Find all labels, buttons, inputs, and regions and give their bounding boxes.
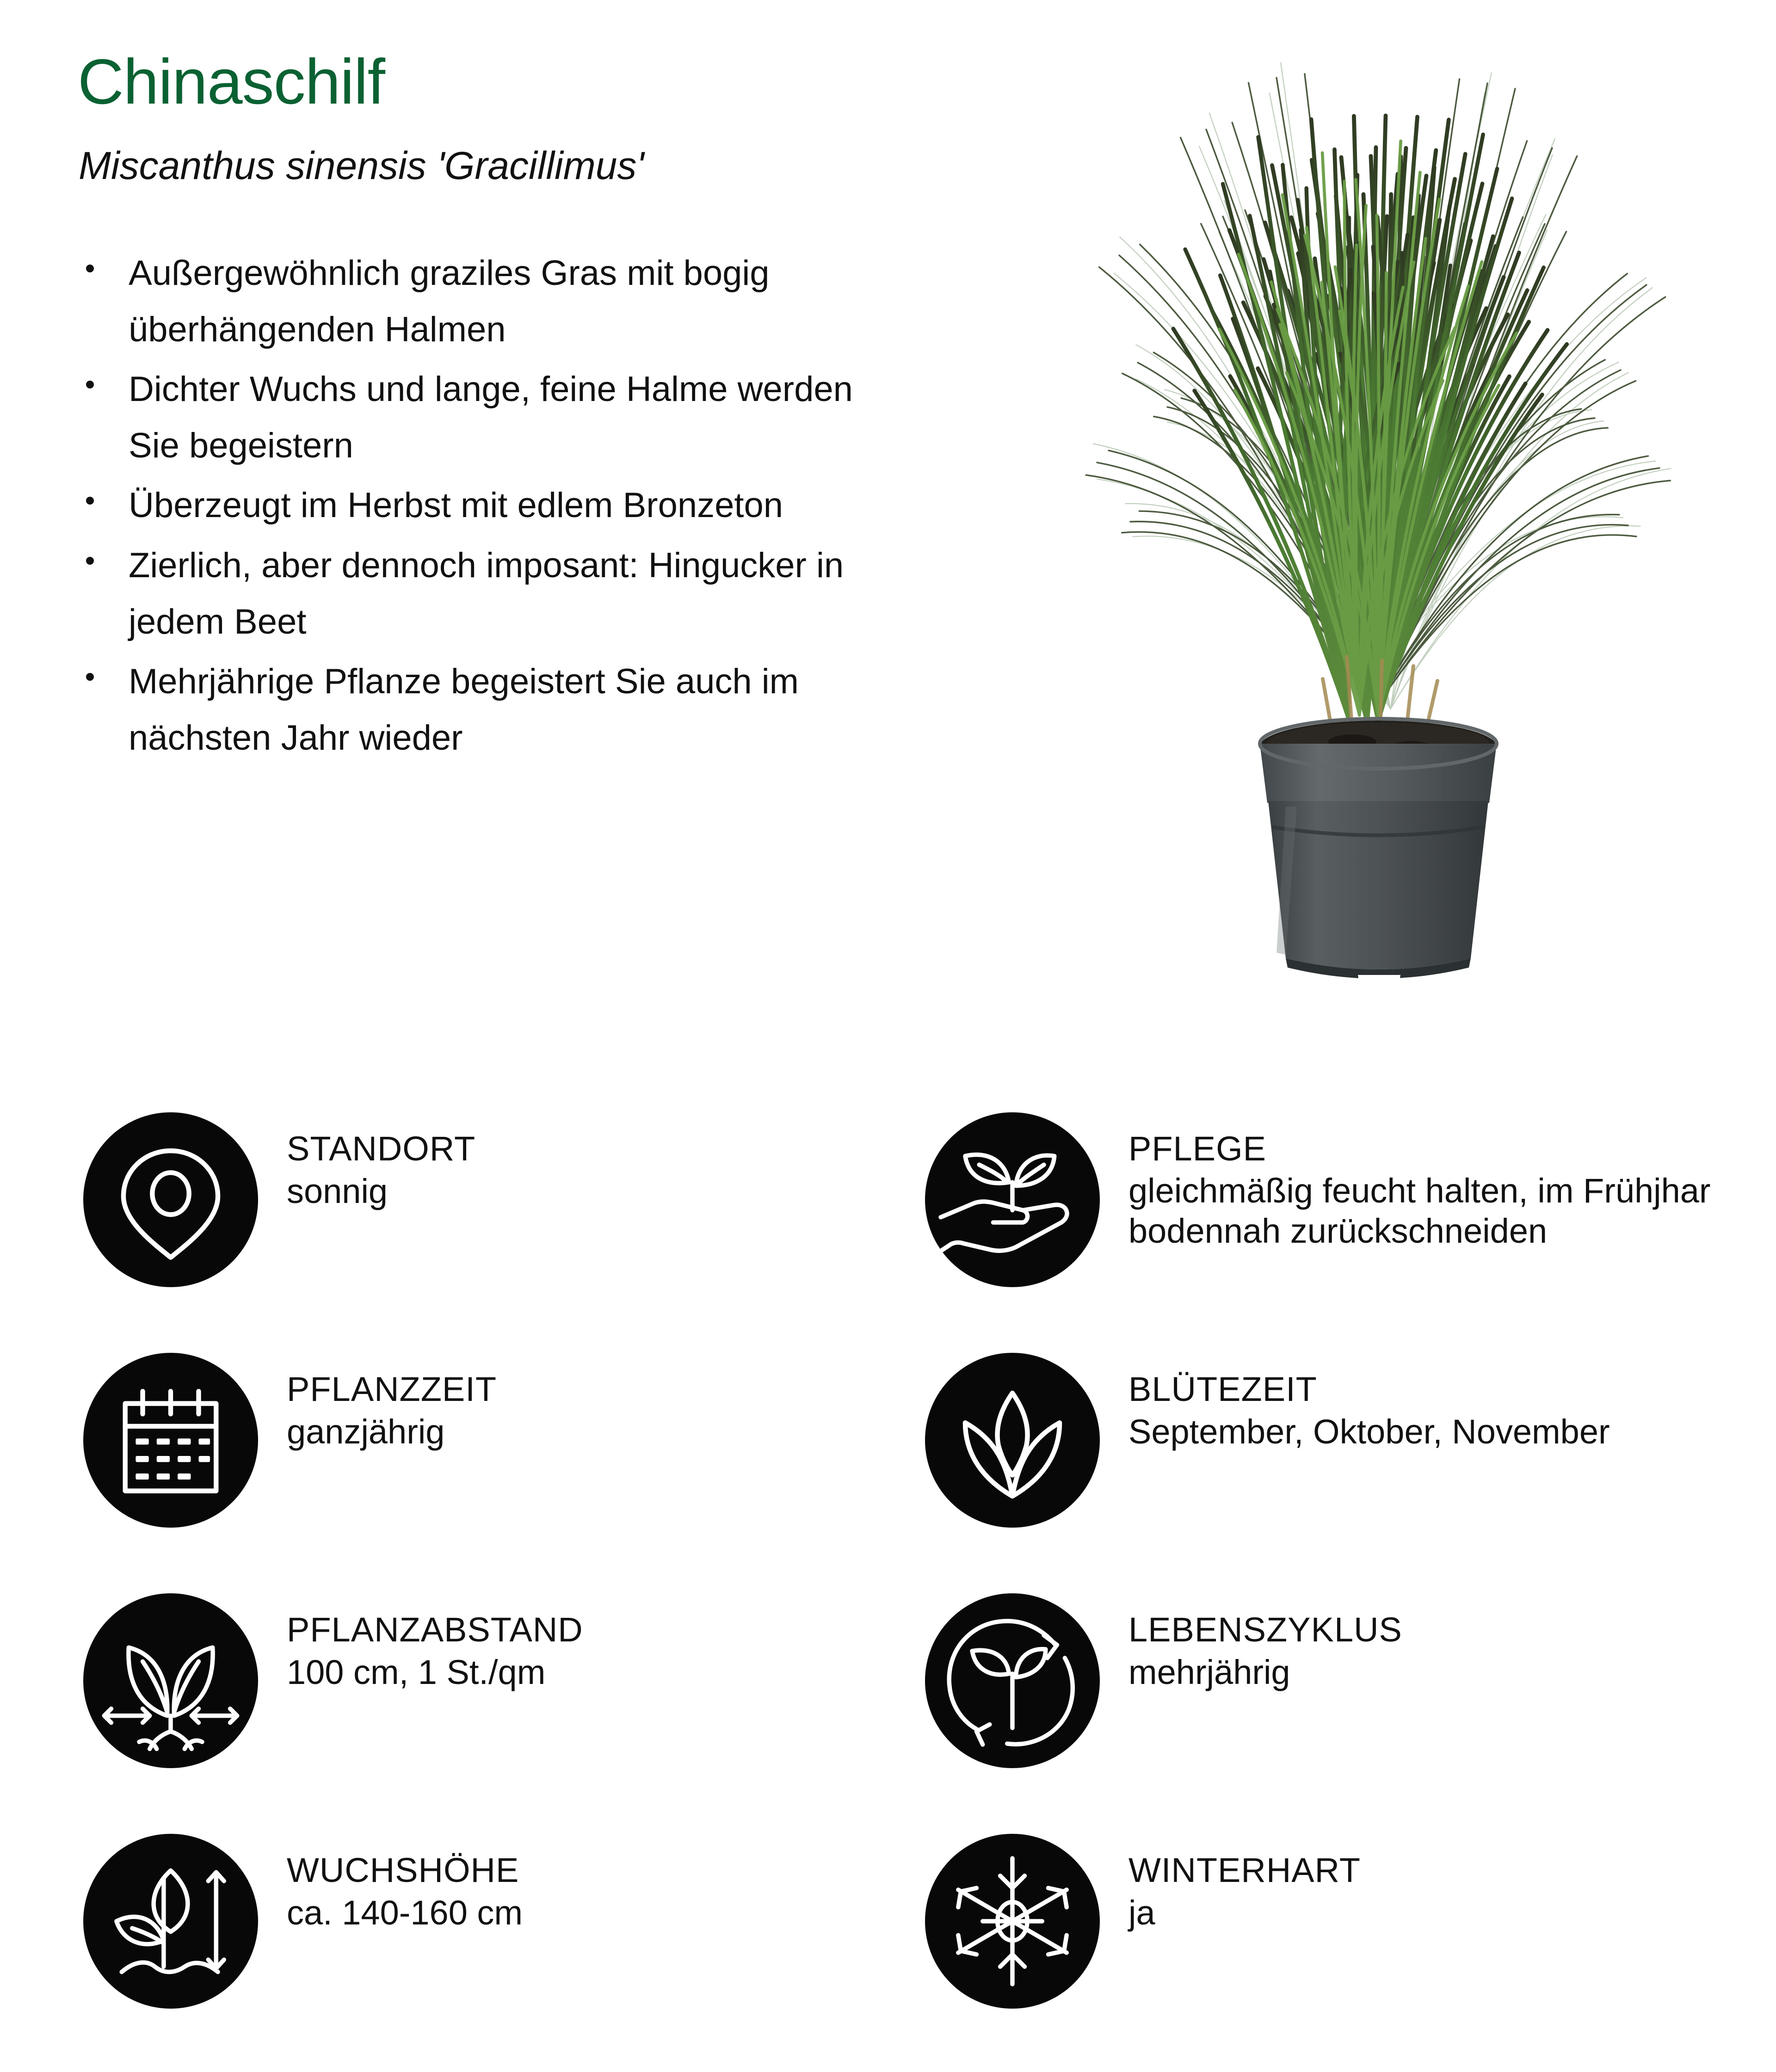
attribute-label: LEBENSZYKLUS [1128, 1610, 1402, 1649]
attribute-value: ganzjährig [287, 1412, 445, 1451]
list-item [78, 537, 910, 650]
list-item [78, 361, 910, 474]
list-item-text: Zierlich, aber dennoch imposant: Hingucker in jedem Beet [129, 545, 844, 641]
attribute-label: BLÜTEZEIT [1128, 1370, 1317, 1408]
botanical-name: Miscanthus sinensis 'Gracillimus' [79, 144, 644, 187]
attribute-label: WINTERHART [1128, 1851, 1361, 1889]
list-item-text: Dichter Wuchs und lange, feine Halme werden Sie begeistern [129, 370, 853, 465]
bullet-icon [86, 265, 94, 272]
attribute-winterhart [925, 1822, 1739, 2063]
bullet-icon [86, 557, 94, 565]
bullet-icon [86, 381, 94, 388]
bullet-icon [86, 673, 94, 681]
life-cycle-icon [925, 1593, 1100, 1768]
list-item [78, 477, 910, 534]
attribute-text [1128, 1128, 1744, 1251]
sprout-in-hand-icon [925, 1112, 1100, 1287]
attribute-value: ja [1128, 1893, 1155, 1932]
list-item-text: Außergewöhnlich graziles Gras mit bogig überhängenden Halmen [129, 253, 770, 349]
attribute-text [1128, 1610, 1744, 1693]
attribute-pflanzzeit [83, 1341, 870, 1582]
attribute-lebenszyklus [925, 1582, 1739, 1822]
attribute-text [287, 1369, 888, 1453]
feature-list [78, 245, 910, 770]
plant-spacing-icon [83, 1593, 258, 1768]
attribute-text [1128, 1369, 1744, 1453]
location-pin-icon [83, 1112, 258, 1287]
attribute-bluetezeit [925, 1341, 1739, 1582]
list-item-text: Überzeugt im Herbst mit edlem Bronzeton [129, 486, 783, 525]
attribute-value: ca. 140-160 cm [287, 1893, 523, 1932]
attribute-value: mehrjährig [1128, 1653, 1290, 1691]
list-item-text: Mehrjährige Pflanze begeistert Sie auch im nächsten Jahr wieder [129, 662, 799, 758]
list-item [78, 654, 910, 766]
attribute-text [1128, 1850, 1744, 1934]
bullet-icon [86, 497, 94, 505]
attribute-value: 100 cm, 1 St./qm [287, 1653, 546, 1691]
attribute-value: gleichmäßig feucht halten, im Frühjhar bodennah zurückschneiden [1128, 1171, 1711, 1251]
attribute-value: sonnig [287, 1172, 388, 1210]
attribute-text [287, 1610, 888, 1693]
page-title: Chinaschilf [78, 46, 385, 117]
attribute-label: PFLANZZEIT [287, 1370, 497, 1408]
list-item [78, 245, 910, 358]
calendar-icon [83, 1353, 258, 1528]
attribute-value: September, Oktober, November [1128, 1412, 1610, 1451]
attribute-pflanzabstand [83, 1582, 870, 1822]
attribute-text [287, 1128, 888, 1212]
attribute-label: STANDORT [287, 1129, 476, 1168]
attribute-column-right [925, 1101, 1739, 2063]
blossom-icon [925, 1353, 1100, 1528]
product-photo [1008, 18, 1730, 1027]
snowflake-icon [925, 1834, 1100, 2009]
attribute-text [287, 1850, 888, 1934]
attribute-column-left [83, 1101, 870, 2063]
attribute-label: PFLANZABSTAND [287, 1610, 583, 1649]
plant-height-icon [83, 1834, 258, 2009]
attribute-label: PFLEGE [1128, 1129, 1266, 1168]
attribute-wuchshoehe [83, 1822, 870, 2063]
attribute-label: WUCHSHÖHE [287, 1851, 519, 1889]
attribute-pflege [925, 1101, 1739, 1341]
attribute-standort [83, 1101, 870, 1341]
